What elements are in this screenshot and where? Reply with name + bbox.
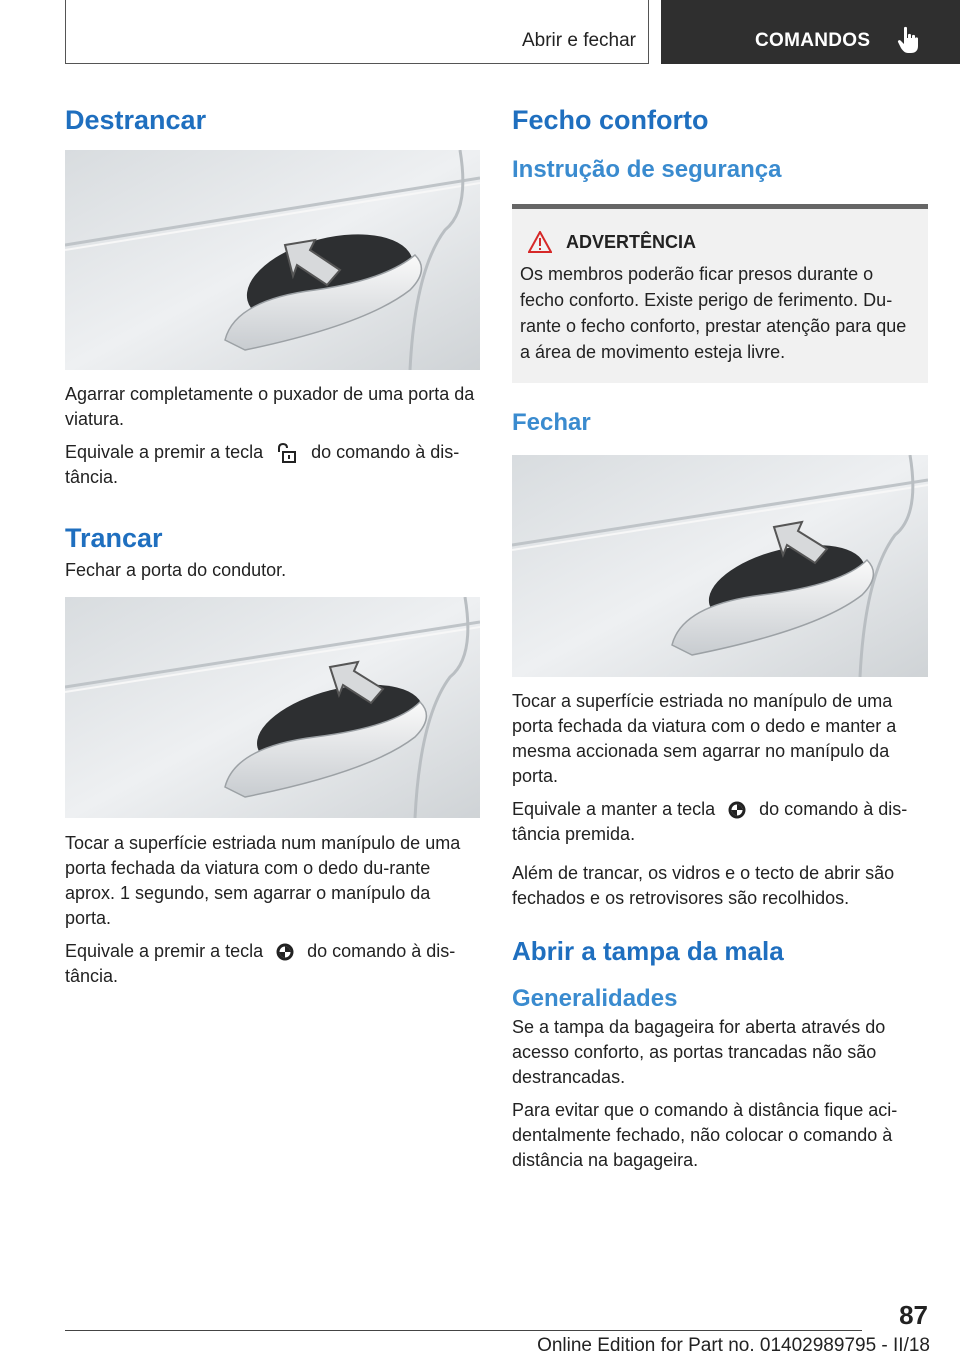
- bmw-logo-icon: [276, 943, 294, 961]
- hand-pointer-icon: [897, 26, 921, 54]
- footer-edition: Online Edition for Part no. 01402989795 - II/18: [537, 1335, 930, 1356]
- destrancar-paragraph-2: [65, 440, 480, 490]
- header-chapter-label: COMANDOS: [755, 30, 871, 51]
- trancar-paragraph-2: [65, 939, 480, 989]
- destrancar-paragraph-1: Agarrar completamente o puxador de uma porta da viatura.: [65, 384, 475, 429]
- destrancar-p2-start: Equivale a premir a tecla: [65, 442, 264, 462]
- trancar-heading: Trancar: [65, 523, 163, 553]
- fechar-paragraph-2: [512, 797, 928, 847]
- warning-triangle-icon: [528, 231, 552, 253]
- mala-paragraph-1: Se a tampa da bagageira for aberta através do acesso conforto, as portas trancadas não são destrancadas.: [512, 1017, 886, 1087]
- warning-title: [520, 231, 920, 253]
- trancar-p2-end: do comando à dis-tância.: [65, 941, 456, 986]
- door-handle-figure-lock: [65, 597, 480, 818]
- trancar-intro: Fechar a porta do condutor.: [65, 560, 287, 580]
- trancar-p2-start: Equivale a premir a tecla: [65, 941, 264, 961]
- warning-box: [512, 204, 928, 383]
- footer-divider: [65, 1330, 862, 1331]
- bmw-logo-icon: [728, 801, 746, 819]
- header-section-title: Abrir e fechar: [521, 30, 636, 51]
- fechar-paragraph-1: Tocar a superfície estriada no manípulo de uma porta fechada da viatura com o dedo e manter a mesma accionada sem agarrar no manípulo da porta.: [512, 691, 897, 786]
- door-handle-figure-unlock: [65, 150, 480, 370]
- header-section-box: [65, 0, 649, 64]
- destrancar-p2-end: do comando à dis-tância.: [65, 442, 460, 487]
- warning-text: Os membros poderão ficar presos durante o fecho conforto. Existe perigo de ferimento. Du-rante o fecho conforto, prestar atenção para que a área de movimento esteja livre.: [520, 264, 907, 362]
- page-number: 87: [899, 1300, 928, 1330]
- fechar-heading: Fechar: [512, 409, 591, 436]
- mala-paragraph-2: Para evitar que o comando à distância fique aci-dentalmente fechado, não colocar o comando à distância na bagageira.: [512, 1100, 898, 1170]
- right-column: [512, 100, 928, 1173]
- warning-label: ADVERTÊNCIA: [566, 231, 697, 252]
- door-handle-figure-close: [512, 455, 928, 677]
- fechar-p2-start: Equivale a manter a tecla: [512, 799, 716, 819]
- trancar-paragraph-1: Tocar a superfície estriada num manípulo de uma porta fechada da viatura com o dedo du-rante aprox. 1 segundo, sem agarrar o manípulo da porta.: [65, 833, 461, 928]
- left-column: [65, 100, 480, 989]
- unlock-icon: [276, 443, 298, 463]
- fechar-paragraph-3: Além de trancar, os vidros e o tecto de abrir são fechados e os retrovisores são recolhidos.: [512, 863, 895, 908]
- fecho-conforto-heading: Fecho conforto: [512, 105, 709, 135]
- instrucao-seguranca-heading: Instrução de segurança: [512, 156, 782, 183]
- fechar-p2-end: do comando à dis-tância premida.: [512, 799, 908, 844]
- generalidades-heading: Generalidades: [512, 985, 678, 1012]
- header-chapter-tab: [661, 0, 960, 64]
- destrancar-heading: Destrancar: [65, 105, 207, 135]
- abrir-tampa-mala-heading: Abrir a tampa da mala: [512, 936, 784, 966]
